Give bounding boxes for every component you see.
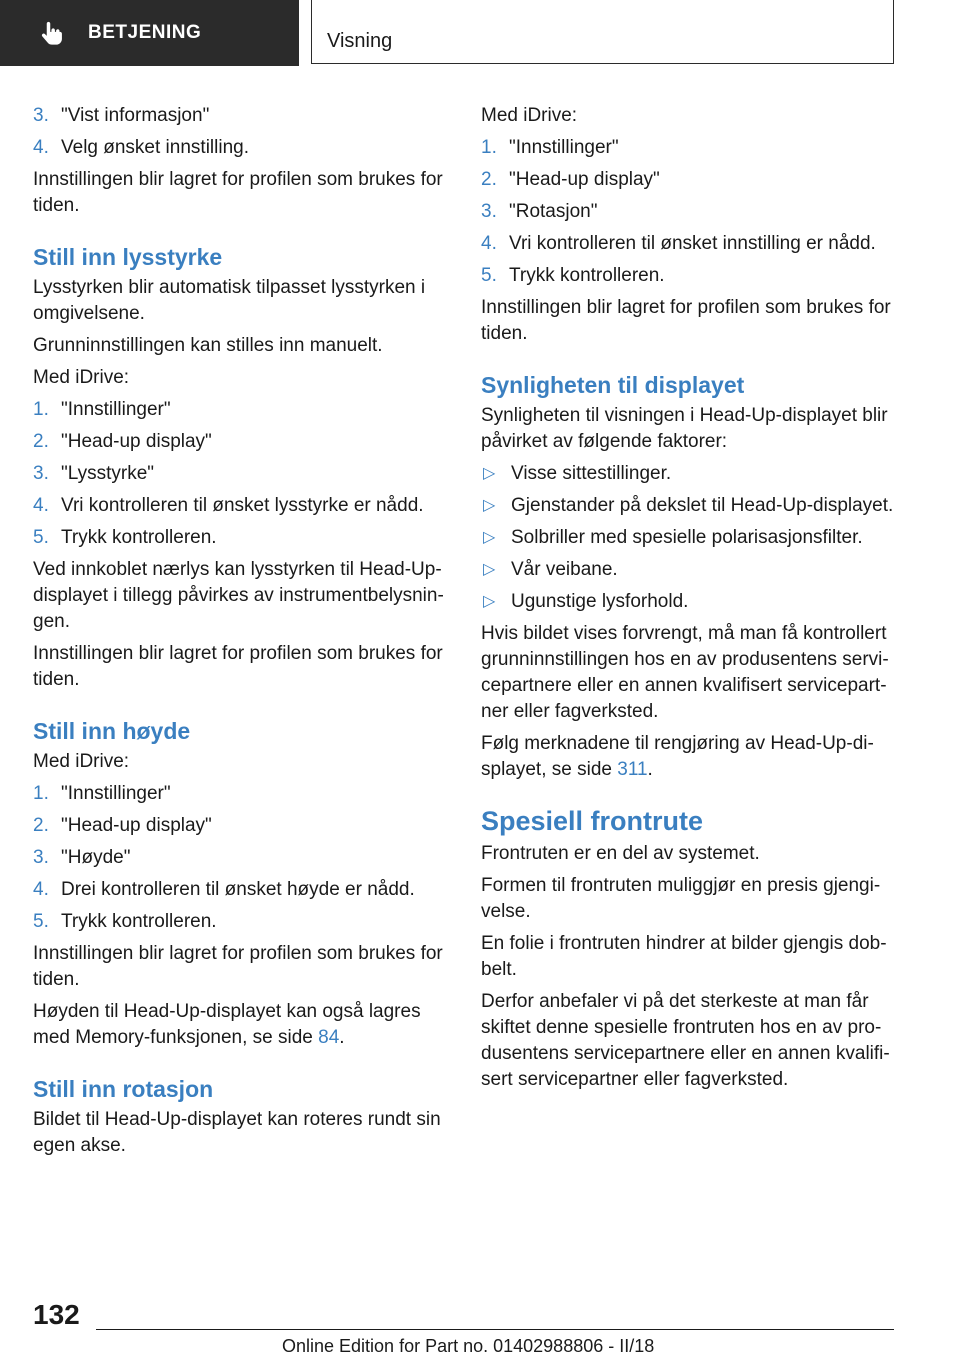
paragraph: Formen til frontruten muliggjør en presis gjengi-velse. (481, 875, 881, 922)
list-item: ▷ Visse sittestillinger. (481, 461, 895, 487)
list-item: 1. "Innstillinger" (481, 137, 619, 158)
paragraph: Frontruten er en del av systemet. (481, 843, 760, 864)
paragraph: Derfor anbefaler vi på det sterkeste at man får skiftet denne spesielle frontruten hos en av pro-dusentens servicepartnere eller en annen kvalifi-sert servicepartner eller fagverksted. (481, 991, 890, 1090)
paragraph: Ved innkoblet nærlys kan lysstyrken til Head-Up-displayet i tillegg påvirkes av instrumentbelysnin-gen. (33, 559, 444, 632)
list-item: 3. "Lysstyrke" (33, 463, 155, 484)
heading-rotation: Still inn rotasjon (33, 1076, 214, 1102)
hand-pointer-icon (38, 19, 66, 47)
rotation-steps (481, 135, 895, 289)
section-tab-label: BETJENING (88, 22, 202, 43)
list-item: ▷ Ugunstige lysforhold. (481, 589, 895, 615)
section-tab[interactable] (0, 0, 299, 66)
heading-brightness: Still inn lysstyrke (33, 244, 223, 270)
list-item: 3. "Rotasjon" (481, 201, 598, 222)
paragraph: Innstillingen blir lagret for profilen som brukes for tiden. (481, 297, 891, 344)
paragraph: Innstillingen blir lagret for profilen som brukes for tiden. (33, 643, 443, 690)
paragraph: Innstillingen blir lagret for profilen som brukes for tiden. (33, 169, 443, 216)
list-item: 5. Trykk kontrolleren. (33, 911, 217, 932)
paragraph: Med iDrive: (33, 751, 130, 772)
list-item: ▷ Gjenstander på dekslet til Head-Up-displayet. (481, 493, 895, 519)
list-item: 2. "Head-up display" (481, 169, 660, 190)
topic-tab[interactable] (311, 0, 894, 64)
footer-divider (96, 1329, 894, 1330)
topic-label: Visning (327, 30, 393, 52)
paragraph: Grunninnstillingen kan stilles inn manuelt. (33, 335, 383, 356)
list-item: 5. Trykk kontrolleren. (481, 265, 665, 286)
triangle-bullet-icon: ▷ (483, 593, 496, 610)
right-column (481, 103, 895, 1099)
list-item: ▷ Vår veibane. (481, 557, 895, 583)
page-number: 132 (33, 1299, 80, 1330)
list-item: ▷ Solbriller med spesielle polarisasjonsfilter. (481, 525, 895, 551)
paragraph: Hvis bildet vises forvrengt, må man få kontrollert grunninnstillingen hos en av produsentens servi-cepartnere eller en annen kvalifisert servicepart-ner eller fagverksted. (481, 623, 889, 722)
page-link[interactable]: 311 (617, 759, 648, 780)
page-header (0, 0, 960, 66)
paragraph: Med iDrive: (481, 105, 578, 126)
triangle-bullet-icon: ▷ (483, 465, 496, 482)
brightness-steps (33, 397, 447, 551)
list-item: 4. Velg ønsket innstilling. (33, 137, 249, 158)
height-steps (33, 781, 447, 935)
visibility-factors (481, 461, 895, 615)
triangle-bullet-icon: ▷ (483, 529, 496, 546)
list-item: 4. Drei kontrolleren til ønsket høyde er nådd. (33, 879, 415, 900)
paragraph: Følg merknadene til rengjøring av Head-Up-di-splayet, se side 311. (481, 733, 874, 780)
heading-height: Still inn høyde (33, 718, 191, 744)
paragraph: Bildet til Head-Up-displayet kan roteres rundt sin egen akse. (33, 1109, 441, 1156)
paragraph: Lysstyrken blir automatisk tilpasset lysstyrken i omgivelsene. (33, 277, 426, 324)
list-item: 3. "Vist informasjon" (33, 105, 210, 126)
list-item: 2. "Head-up display" (33, 431, 212, 452)
heading-visibility: Synligheten til displayet (481, 372, 745, 398)
continued-steps (33, 103, 447, 161)
list-item: 4. Vri kontrolleren til ønsket lysstyrke er nådd. (33, 495, 424, 516)
paragraph: Synligheten til visningen i Head-Up-displayet blir påvirket av følgende faktorer: (481, 405, 888, 452)
heading-windshield: Spesiell frontrute (481, 806, 704, 836)
triangle-bullet-icon: ▷ (483, 561, 496, 578)
list-item: 1. "Innstillinger" (33, 783, 171, 804)
paragraph: Høyden til Head-Up-displayet kan også lagres med Memory-funksjonen, se side 84. (33, 1001, 421, 1048)
list-item: 4. Vri kontrolleren til ønsket innstilling er nådd. (481, 233, 876, 254)
triangle-bullet-icon: ▷ (483, 497, 496, 514)
paragraph: Innstillingen blir lagret for profilen som brukes for tiden. (33, 943, 443, 990)
list-item: 3. "Høyde" (33, 847, 131, 868)
list-item: 2. "Head-up display" (33, 815, 212, 836)
paragraph: Med iDrive: (33, 367, 130, 388)
list-item: 5. Trykk kontrolleren. (33, 527, 217, 548)
list-item: 1. "Innstillinger" (33, 399, 171, 420)
paragraph: En folie i frontruten hindrer at bilder gjengis dob-belt. (481, 933, 887, 980)
edition-note: Online Edition for Part no. 01402988806 - II/18 (282, 1336, 655, 1356)
left-column (33, 103, 447, 1165)
page-link[interactable]: 84 (318, 1027, 340, 1048)
